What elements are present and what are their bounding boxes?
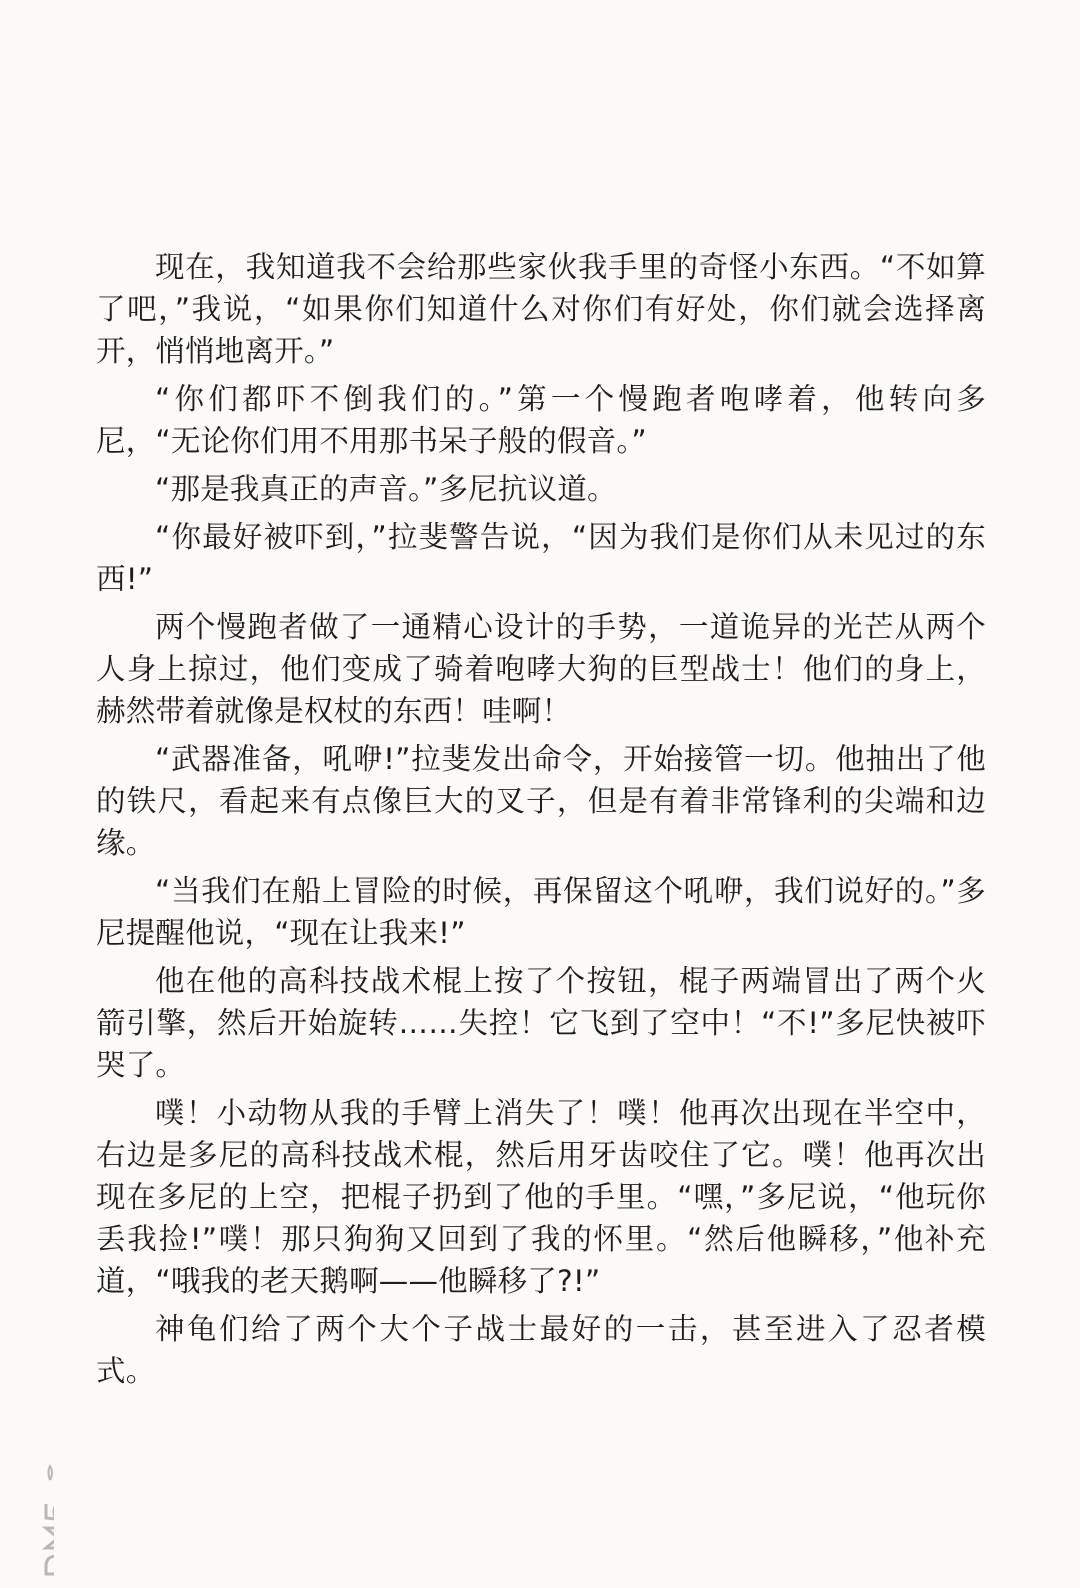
paragraph-5: 两个慢跑者做了一通精心设计的手势，一道诡异的光芒从两个人身上掠过，他们变成了骑着咆哮大狗的巨型战士！他们的身上，赫然带着就像是权杖的东西！哇啊！ — [96, 610, 986, 728]
paragraph-3: “那是我真正的声音。”多尼抗议道。 — [155, 472, 617, 506]
paragraph-9: 噗！小动物从我的手臂上消失了！噗！他再次出现在半空中，右边是多尼的高科技战术棍，然后用牙齿咬住了它。噗！他再次出现在多尼的上空，把棍子扔到了他的手里。“嘿，”多尼说，“他玩你丢我捡!”噗！那只狗狗又回到了我的怀里。“然后他瞬移，”他补充道，“哦我的老天鹅啊——他瞬移了?!” — [96, 1096, 986, 1298]
dm5-logo-watermark — [14, 1410, 54, 1580]
paragraph-6: “武器准备，吼咿!”拉斐发出命令，开始接管一切。他抽出了他的铁尺，看起来有点像巨大的叉子，但是有着非常锋利的尖端和边缘。 — [96, 742, 986, 860]
paragraph-4: “你最好被吓到，”拉斐警告说，“因为我们是你们从未见过的东西!” — [96, 520, 986, 596]
paragraph-10: 神龟们给了两个大个子战士最好的一击，甚至进入了忍者模式。 — [96, 1312, 986, 1388]
paragraph-2: “你们都吓不倒我们的。”第一个慢跑者咆哮着，他转向多尼，“无论你们用不用那书呆子般的假音。” — [96, 382, 986, 458]
paragraph-7: “当我们在船上冒险的时候，再保留这个吼咿，我们说好的。”多尼提醒他说，“现在让我来!” — [96, 874, 986, 950]
paragraph-1: 现在，我知道我不会给那些家伙我手里的奇怪小东西。“不如算了吧，”我说，“如果你们知道什么对你们有好处，你们就会选择离开，悄悄地离开。” — [96, 250, 986, 368]
paragraph-8: 他在他的高科技战术棍上按了个按钮，棍子两端冒出了两个火箭引擎，然后开始旋转……失控！它飞到了空中！“不!”多尼快被吓哭了。 — [96, 964, 986, 1082]
body-text — [96, 246, 986, 1398]
